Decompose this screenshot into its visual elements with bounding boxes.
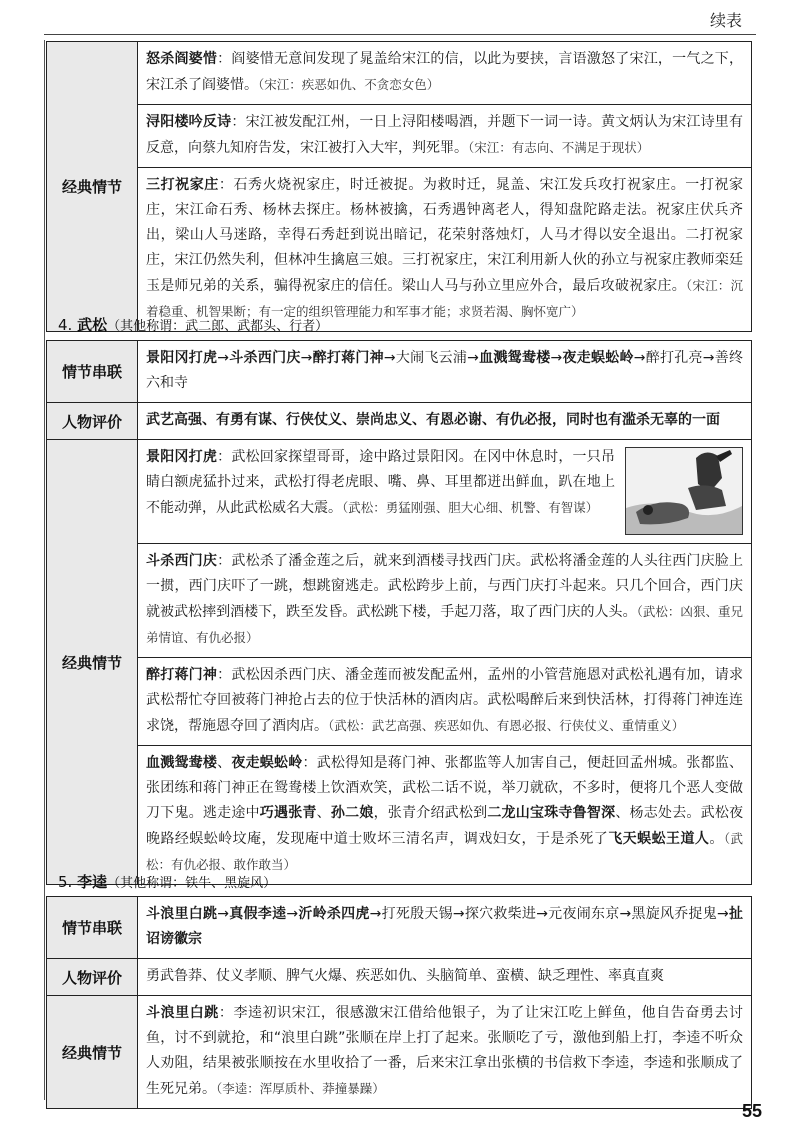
- plot-body: 、杨志处去。武松夜晚路经蜈蚣岭坟庵，发现庵中道士败坏三清名声，调戏妇女，于是杀死了: [146, 805, 744, 847]
- row-label-chain: 情节串联: [47, 341, 138, 403]
- plot-body: 。: [709, 831, 724, 847]
- row-label-evaluation: 人物评价: [47, 403, 138, 440]
- chain-arrow: →: [300, 350, 313, 366]
- plot-title: 斗杀西门庆: [146, 553, 218, 569]
- plot-keyword: 巧遇张青: [259, 805, 317, 821]
- chain-arrow: →: [217, 906, 230, 922]
- chain-item: 扯诏谤徽宗: [146, 906, 744, 947]
- plot-cell: [138, 544, 752, 658]
- plot-keyword: 二龙山宝珠寺鲁智深: [487, 805, 616, 821]
- plot-note: （宋江：沉着稳重、机智果断；有一定的组织管理能力和军事才能；求贤若渴、胸怀宽广）: [146, 278, 743, 319]
- plot-body: 武松得知是蒋门神、张都监等人加害自己，便赶回孟州城。张都监、张团练和蒋门神正在鸳鸯楼上饮酒欢笑，武松二话不说，举刀就砍，不多时，便将几个恶人变做刀下鬼。逃走途中: [146, 755, 744, 821]
- plot-note: （武松：武艺高强、疾恶如仇、有恩必报、行侠仗义、重情重义）: [328, 718, 685, 733]
- plot-body: 李逵初识宋江，很感激宋江借给他银子，为了让宋江吃上鲜鱼，他自告奋勇去讨鱼，讨不到就抢，和“浪里白跳”张顺在岸上打了起来。张顺吃了亏，激他到船上打，李逵不听众人劝阻，结果被张顺按在水里收拾了一番，后来宋江拿出张横的书信救下李逵，李逵和张顺成了生死兄弟。: [146, 1005, 744, 1097]
- plot-chain: [138, 341, 752, 403]
- plot-note: （武松：凶狠、重兄弟情谊、有仇必报）: [146, 604, 743, 645]
- plot-sep: ：: [218, 177, 234, 193]
- character-evaluation: 武艺高强、有勇有谋、行侠仗义、崇尚忠义、有恩必谢、有仇必报，同时也有滥杀无辜的一面: [138, 403, 752, 440]
- chain-item: 夜走蜈蚣岭: [562, 350, 634, 366]
- chain-arrow: →大闹飞云浦→: [383, 350, 479, 366]
- character-evaluation: 勇武鲁莽、仗义孝顺、脾气火爆、疾恶如仇、头脑简单、蛮横、缺乏理性、率真直爽: [138, 959, 752, 996]
- plot-title: 血溅鸳鸯楼: [146, 755, 218, 771]
- section-number: 4.: [58, 316, 73, 334]
- chain-arrow: →: [286, 906, 299, 922]
- chain-item: 沂岭杀四虎: [298, 906, 370, 922]
- plot-body: 阎婆惜无意间发现了晁盖给宋江的信，以此为要挟，言语激怒了宋江，一气之下，宋江杀了阎婆惜。: [146, 51, 744, 93]
- plot-body: 石秀火烧祝家庄，时迁被捉。为救时迁，晁盖、宋江发兵攻打祝家庄。一打祝家庄，宋江命石秀、杨林去探庄。杨林被擒，石秀遇钟离老人，得知盘陀路走法。祝家庄伏兵齐出，梁山人马迷路，幸得石秀赶到说出暗记，花荣射落烛灯，人马才得以安全退出。二打祝家庄，宋江仍然失利，但林冲生擒扈三娘。三打祝家庄，宋江利用新人伙的孙立与祝家庄教师栾廷玉是师兄弟的关系，骗得祝家庄的信任。梁山人马与孙立里应外合，最后攻破祝家庄。: [146, 177, 744, 294]
- plot-sep: ：: [217, 553, 232, 569]
- page-number: 55: [741, 1101, 762, 1121]
- plot-title: 斗浪里白跳: [146, 1005, 219, 1021]
- plot-keyword: 飞天蜈蚣王道人: [608, 831, 710, 847]
- row-label-plots: 经典情节: [47, 42, 138, 332]
- section-title-likui: [58, 871, 276, 892]
- row-label-evaluation: 人物评价: [47, 959, 138, 996]
- section-alias: （其他称谓：铁牛、黑旋风）: [107, 876, 277, 891]
- section-alias: （其他称谓：武二郎、武都头、行者）: [107, 319, 329, 334]
- section-name: 李逵: [77, 873, 108, 891]
- chain-arrow: →: [217, 350, 230, 366]
- table-wusong: [46, 340, 752, 885]
- row-label-plots: 经典情节: [47, 996, 138, 1109]
- row-label-plots: 经典情节: [47, 440, 138, 885]
- plot-cell: [138, 168, 752, 332]
- chain-item: 血溅鸳鸯楼: [478, 350, 551, 366]
- plot-cell: [138, 105, 752, 168]
- continued-label: 续表: [709, 11, 742, 30]
- chain-item: 醉打蒋门神: [312, 350, 384, 366]
- section-name: 武松: [77, 316, 108, 334]
- plot-note: （宋江：有志向、不满足于现状）: [468, 140, 650, 155]
- plot-title: 浔阳楼吟反诗: [146, 114, 232, 130]
- plot-title: 夜走蜈蚣岭: [231, 755, 303, 771]
- table-likui: [46, 896, 752, 1109]
- plot-keyword: 孙二娘: [330, 805, 374, 821]
- header-rule: [44, 34, 756, 35]
- plot-cell: [138, 658, 752, 746]
- row-label-chain: 情节串联: [47, 897, 138, 959]
- section-title-wusong: [58, 314, 328, 335]
- plot-body: 、: [316, 805, 331, 821]
- plot-sep: ：: [231, 114, 246, 130]
- table-songjiang-plots: [46, 41, 752, 332]
- plot-sep: ：: [218, 1005, 234, 1021]
- plot-sep: ：: [217, 667, 232, 683]
- plot-note: （武松：勇猛刚强、胆大心细、机警、有智谋）: [342, 500, 599, 515]
- chain-arrow: →醉打孔亮→善终六和寺: [146, 350, 744, 391]
- plot-chain: [138, 897, 752, 959]
- plot-sep: ：: [302, 755, 317, 771]
- chain-item: 景阳冈打虎: [146, 350, 218, 366]
- tiger-fight-drawing: [626, 448, 742, 534]
- plot-body: 武松回家探望哥哥，途中路过景阳冈。在冈中休息时，一只吊睛白额虎猛扑过来，武松打得老虎眼、嘴、鼻、耳里都迸出鲜血，趴在地上不能动弹，从此武松威名大震。: [146, 449, 615, 516]
- plot-title: 景阳冈打虎: [146, 449, 218, 465]
- plot-cell: [138, 42, 752, 105]
- plot-note: （李逵：浑厚质朴、莽撞暴躁）: [216, 1081, 385, 1096]
- plot-body: 武松杀了潘金莲之后，就来到酒楼寻找西门庆。武松将潘金莲的人头往西门庆脸上一掼，西门庆吓了一跳，想跳窗逃走。武松跨步上前，与西门庆打斗起来。只几个回合，西门庆就被武松摔到酒楼下，跌至发昏。武松跳下楼，手起刀落，取了西门庆的人头。: [146, 553, 744, 620]
- plot-title: 三打祝家庄: [146, 177, 219, 193]
- plot-sep: ：: [217, 51, 232, 67]
- chain-item: 斗杀西门庆: [229, 350, 301, 366]
- plot-body: 武松因杀西门庆、潘金莲而被发配孟州，孟州的小管营施恩对武松礼遇有加，请求武松帮忙夺回被蒋门神抢占去的位于快活林的酒肉店。武松喝醉后来到快活林，打得蒋门神连连求饶，帮施恩夺回了酒肉店。: [146, 667, 744, 734]
- plot-sep: ：: [217, 449, 232, 465]
- chain-arrow: →: [550, 350, 563, 366]
- plot-note: （宋江：疾恶如仇、不贪恋女色）: [258, 77, 440, 92]
- chain-item: 真假李逵: [229, 906, 287, 922]
- plot-cell: [138, 996, 752, 1109]
- plot-cell: [138, 440, 752, 544]
- chain-arrow: →打死殷天锡→探穴救柴进→元夜闹东京→黑旋风乔捉鬼→: [369, 906, 729, 922]
- chain-item: 斗浪里白跳: [146, 906, 218, 922]
- plot-note: （武松：有仇必报、敢作敢当）: [146, 831, 744, 872]
- section-number: 5.: [58, 873, 73, 891]
- plot-title: 醉打蒋门神: [146, 667, 218, 683]
- plot-body: 宋江被发配江州，一日上浔阳楼喝酒，并题下一词一诗。黄文炳认为宋江诗里有反意，向蔡九知府告发，宋江被打入大牢，判死罪。: [146, 114, 744, 156]
- plot-title: 怒杀阎婆惜: [146, 51, 218, 67]
- plot-sep: 、: [217, 755, 232, 771]
- plot-body: ，张青介绍武松到: [373, 805, 488, 821]
- plot-cell: [138, 746, 752, 885]
- margin-rule: [44, 40, 45, 1100]
- tiger-fight-illustration: [625, 447, 743, 535]
